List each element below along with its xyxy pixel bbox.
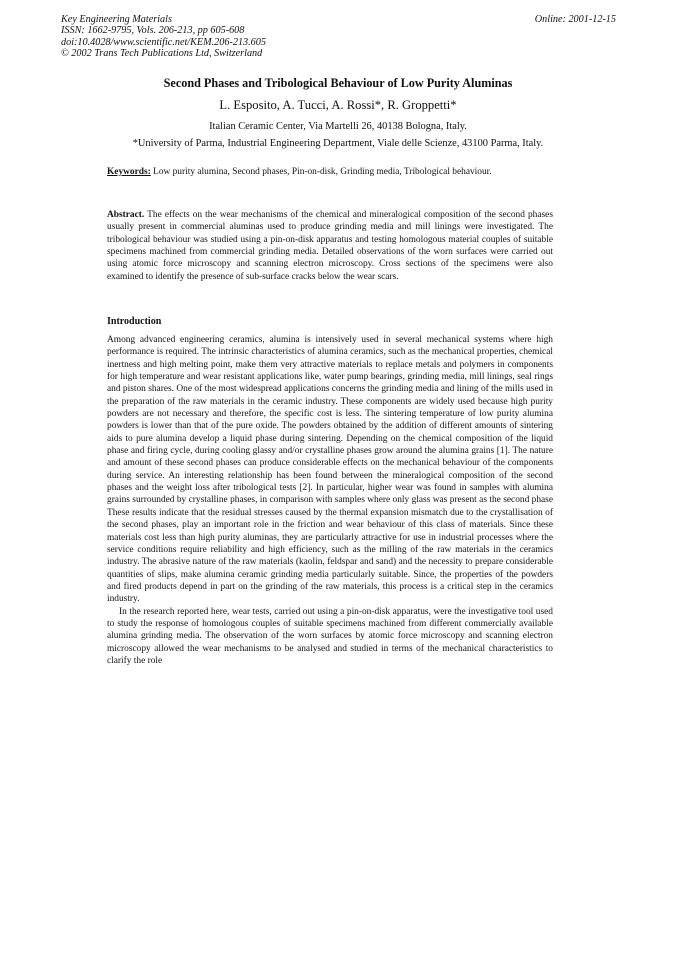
paper-title: Second Phases and Tribological Behaviour of Low Purity Aluminas xyxy=(163,76,513,90)
online-date: Online: 2001-12-15 xyxy=(534,14,616,25)
affiliation-1: Italian Ceramic Center, Via Martelli 26, 40138 Bologna, Italy. xyxy=(209,121,467,132)
doi-line: doi:10.4028/www.scientific.net/KEM.206-213.605 xyxy=(61,36,266,48)
abstract-text: The effects on the wear mechanisms of the chemical and mineralogical composition of the second phases usually present in commercial aluminas used to produce grinding media and mill linings were investigated. The tribological behaviour was studied using a pin-on-disk apparatus and testing homologous material couples of suitable specimens machined from commercial grinding media. Detailed observations of the worn surfaces were carried out using atomic force microscopy and scanning electron microscopy. Cross sections of the specimens were also examined to identify the presence of sub-surface cracks below the wear scars. xyxy=(107,210,553,282)
issn-line: ISSN: 1662-9795, Vols. 206-213, pp 605-608 xyxy=(61,25,245,37)
keywords-section xyxy=(107,166,553,178)
keywords-label: Keywords: xyxy=(107,167,151,177)
abstract-section xyxy=(107,209,553,283)
affiliation-2: *University of Parma, Industrial Engineering Department, Viale delle Scienze, 43100 Parma, Italy. xyxy=(132,138,544,149)
keywords-text: Low purity alumina, Second phases, Pin-on-disk, Grinding media, Tribological behaviour. xyxy=(153,167,492,177)
journal-name: Key Engineering Materials xyxy=(61,14,172,25)
abstract-label: Abstract. xyxy=(107,210,145,220)
author-list: L. Esposito, A. Tucci, A. Rossi*, R. Groppetti* xyxy=(219,98,457,112)
introduction-paragraph-2: In the research reported here, wear tests, carried out using a pin-on-disk apparatus, were the investigative tool used to study the response of homologous couples of suitable specimens machined from different commercially available alumina grinding media. The observation of the worn surfaces by atomic force microscopy and scanning electron microscopy allowed the wear mechanisms to be analysed and studied in terms of the mechanical characteristics to clarify the role xyxy=(107,606,553,666)
introduction-section xyxy=(107,334,553,667)
introduction-heading: Introduction xyxy=(107,316,162,327)
copyright-line: © 2002 Trans Tech Publications Ltd, Switzerland xyxy=(61,47,263,59)
introduction-paragraph-1: Among advanced engineering ceramics, alumina is intensively used in several mechanical systems where high performance is required. The intrinsic characteristics of alumina ceramics, such as the mechanical properties, chemical inertness and high melting point, make them very attractive materials to replace metals and polymers in components for high temperature and wear resistant applications like, water pump bearings, grinding media, mill linings, seal rings and piston shares. One of the most widespread applications concerns the grinding media and lining of the mills used in the preparation of the raw materials in the ceramic industry. These components are widely used because high purity powders are not necessary and therefore, the specific cost is less. The sintering temperature of low purity alumina powders is lower than that of the pure oxide. The powders obtained by the addition of different amounts of sintering aids to pure alumina develop a liquid phase during sintering. Depending on the chemical composition of the liquid phase and firing cycle, during cooling glassy and/or crystalline phases grow around the alumina grains [1]. The nature and amount of these second phases can produce considerable effects on the mechanical behaviour of the components during service. An interesting relationship has been found between the mineralogical composition of the second phases and the weight loss after tribological tests [2]. In particular, higher wear was found in samples with alumina grains surrounded by crystalline phases, in comparison with samples where only glass was present as the second phase These results indicate that the residual stresses caused by the thermal expansion mismatch due to the crystallisation of the second phases, play an important role in the friction and wear behaviour of this class of materials. Since these materials cost less than high purity aluminas, they are particularly attractive for use in industrial processes where the service conditions require reliability and high efficiency, such as the milling of the raw materials in the ceramics industry. The abrasive nature of the raw materials (kaolin, feldspar and sand) and the necessity to prepare considerable quantities of slips, make alumina ceramic grinding media particularly suitable. Since, the properties of the powders and fired products depend in part on the grinding of the raw materials, this process is a critical step in the ceramics industry. xyxy=(107,335,553,605)
